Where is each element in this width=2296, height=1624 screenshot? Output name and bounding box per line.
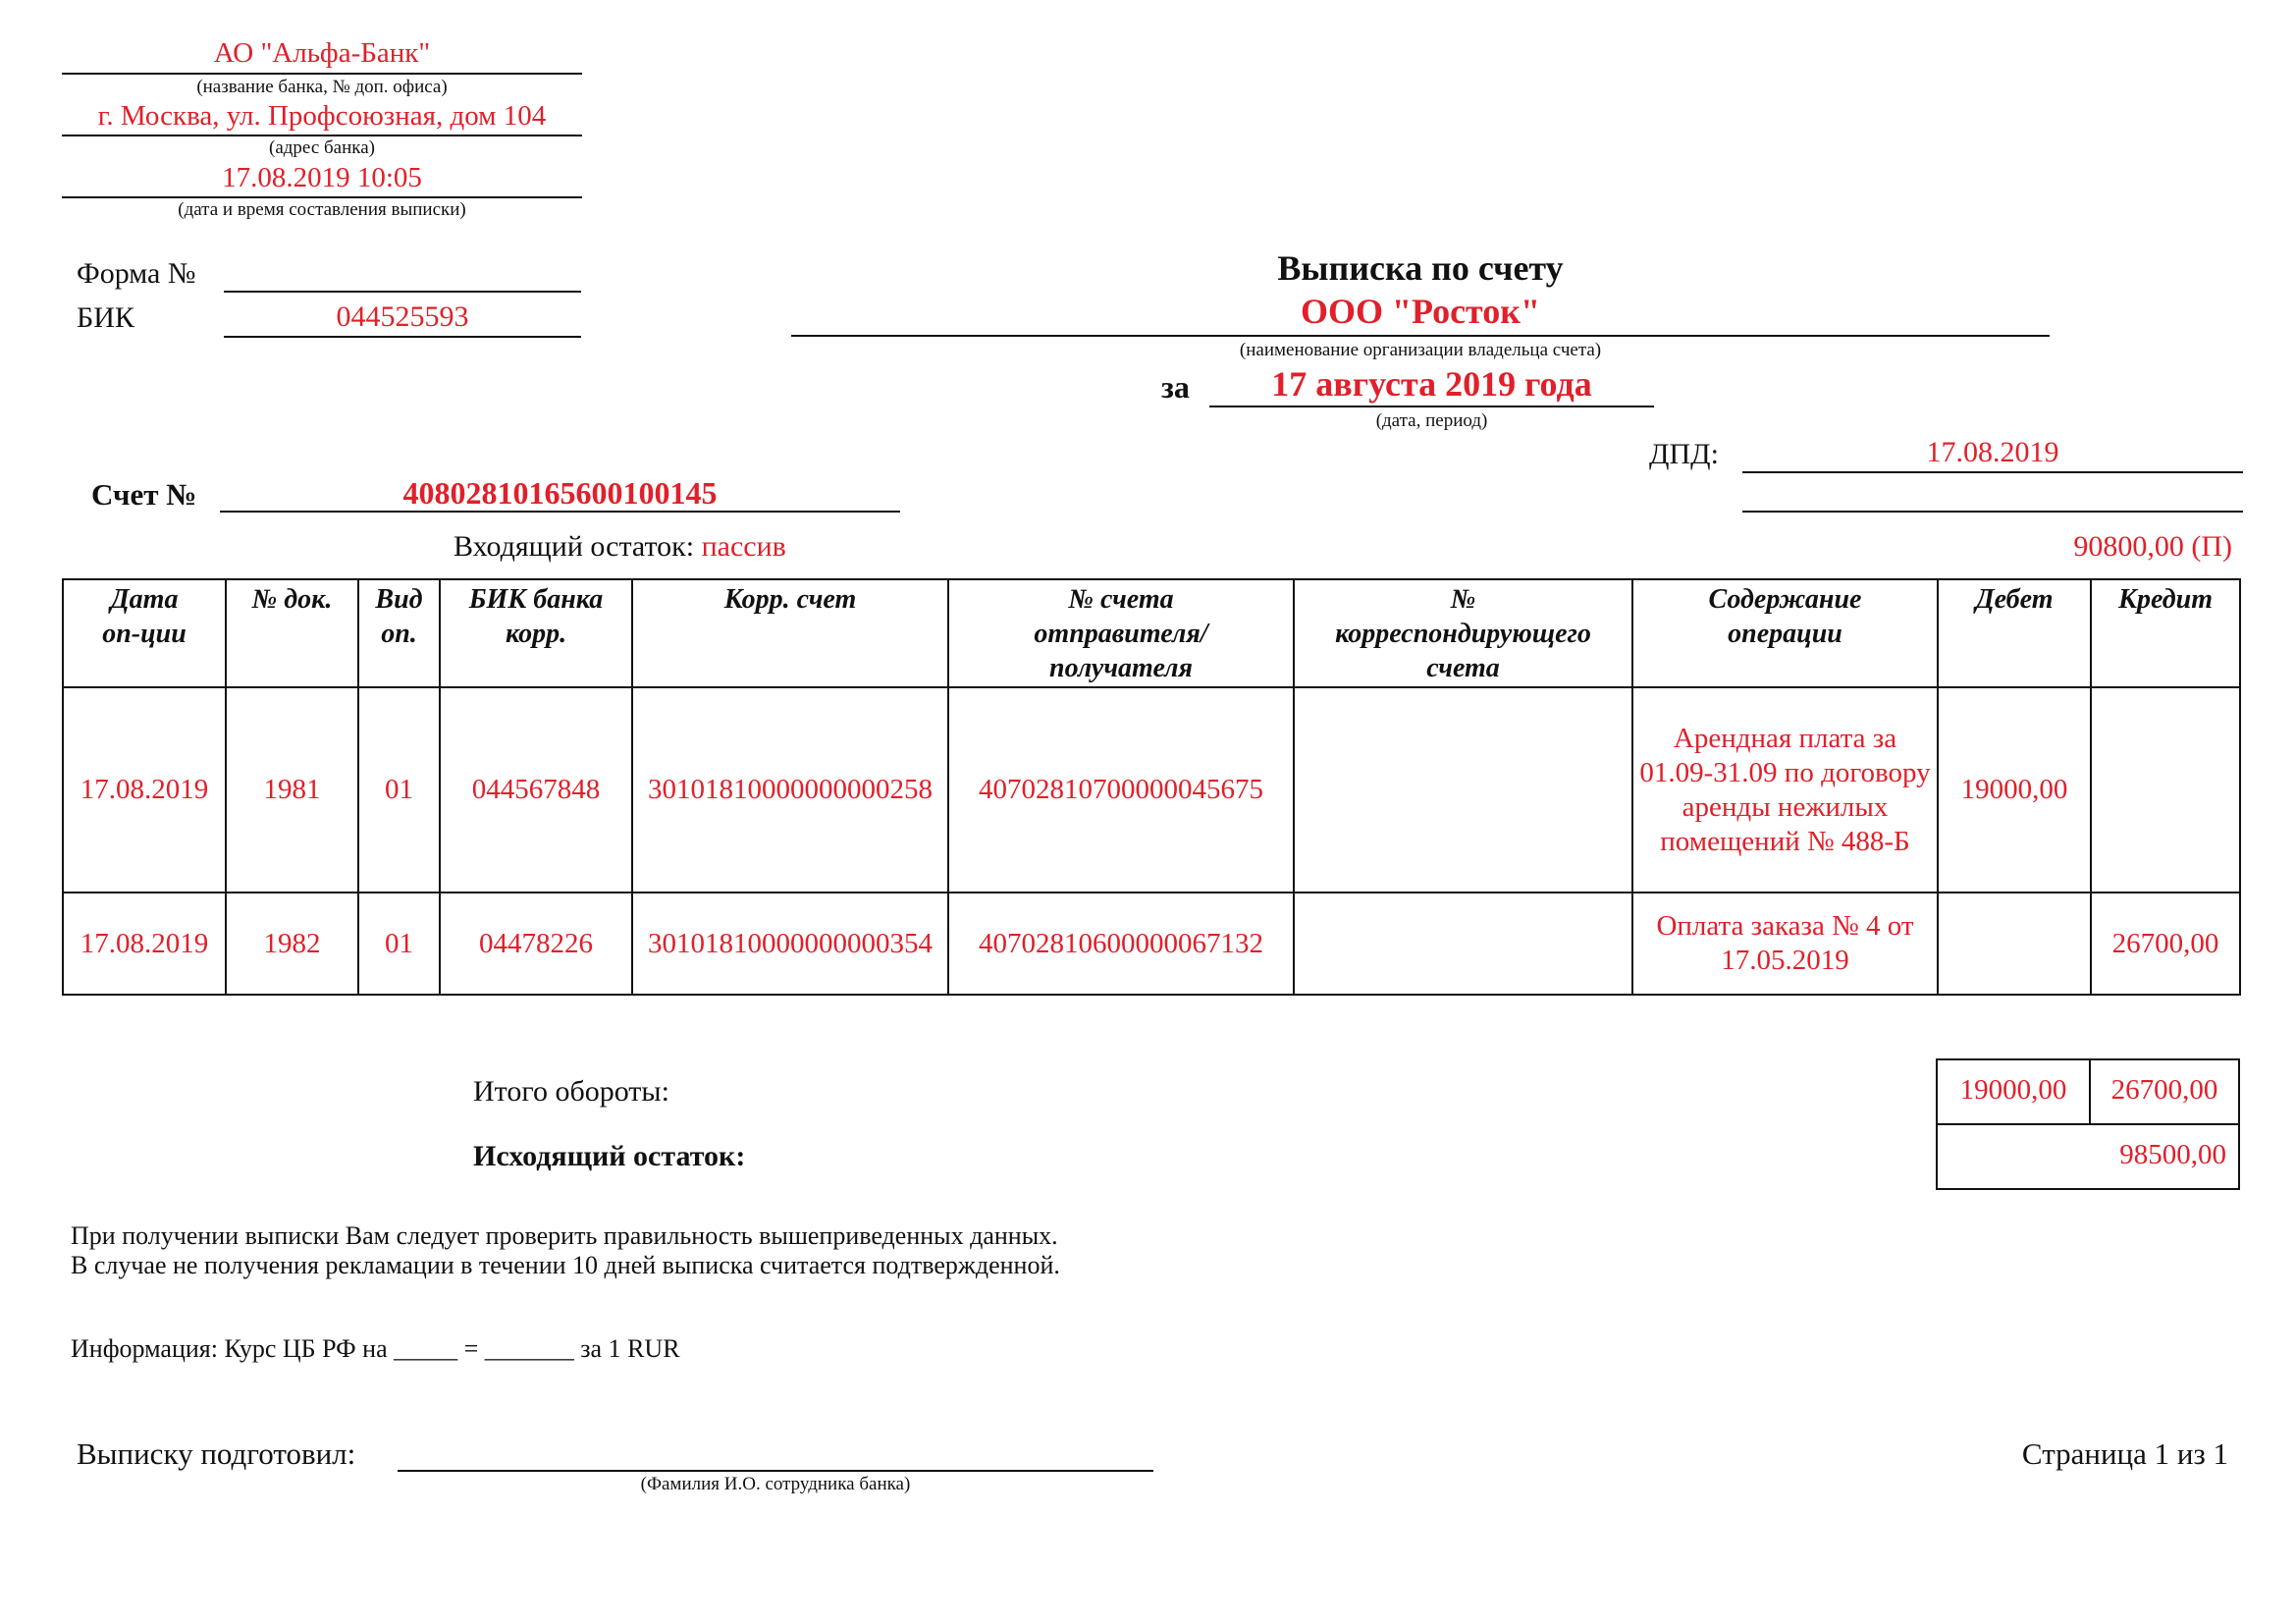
table-header-row <box>63 579 2240 687</box>
opening-balance-amount: 90800,00 (П) <box>2073 530 2232 563</box>
table-row <box>63 687 2240 893</box>
statement-title: Выписка по счету <box>1277 248 1564 288</box>
cell-sender-account: 40702810600000067132 <box>948 893 1294 995</box>
cell-credit <box>2091 687 2240 893</box>
notice-line-2: В случае не получения рекламации в течении 10 дней выписка считается подтвержденной. <box>71 1251 1060 1279</box>
cell-doc-number: 1982 <box>226 893 358 995</box>
operations-table <box>62 578 2241 996</box>
cell-description: Арендная плата за 01.09-31.09 по договору аренды нежилых помещений № 488-Б <box>1632 687 1938 893</box>
account-number: 40802810165600100145 <box>402 475 718 511</box>
turnover-label: Итого обороты: <box>473 1075 669 1108</box>
account-underline <box>220 511 900 513</box>
cell-date: 17.08.2019 <box>63 893 226 995</box>
total-credit: 26700,00 <box>2110 1074 2218 1106</box>
cell-corr-bik: 044567848 <box>440 687 632 893</box>
closing-balance-amount: 98500,00 <box>2119 1139 2226 1170</box>
closing-balance-label: Исходящий остаток: <box>473 1140 746 1172</box>
total-debit: 19000,00 <box>1959 1074 2067 1106</box>
cell-debit <box>1938 893 2091 995</box>
page-number: Страница 1 из 1 <box>2021 1436 2228 1471</box>
cell-debit: 19000,00 <box>1938 687 2091 893</box>
opening-balance <box>454 530 786 564</box>
divider <box>62 196 582 198</box>
cell-corresponding-account <box>1294 893 1632 995</box>
cell-doc-number: 1981 <box>226 687 358 893</box>
opening-balance-label: Входящий остаток: <box>454 530 695 563</box>
period-label: за <box>1161 369 1190 405</box>
cell-corresponding-account <box>1294 687 1632 893</box>
statement-period: 17 августа 2019 года <box>1271 364 1592 404</box>
bank-name-caption: (название банка, № доп. офиса) <box>196 77 448 97</box>
exchange-rate-info: Информация: Курс ЦБ РФ на _____ = _______ за 1 RUR <box>71 1334 680 1363</box>
period-caption: (дата, период) <box>1375 410 1488 431</box>
totals-box <box>1936 1058 2240 1190</box>
bik-underline <box>224 336 581 338</box>
form-number-underline <box>224 291 581 293</box>
cell-corr-account: 30101810000000000354 <box>632 893 948 995</box>
bik-value: 044525593 <box>336 300 469 333</box>
divider <box>62 73 582 75</box>
statement-datetime: 17.08.2019 10:05 <box>222 162 422 193</box>
dpd-value: 17.08.2019 <box>1926 436 2059 468</box>
cell-credit: 26700,00 <box>2091 893 2240 995</box>
bank-name: АО "Альфа-Банк" <box>213 37 431 69</box>
cell-op-type: 01 <box>358 893 440 995</box>
dpd-label: ДПД: <box>1649 438 1719 470</box>
dpd-underline <box>1742 471 2243 473</box>
bank-address: г. Москва, ул. Профсоюзная, дом 104 <box>97 100 547 132</box>
owner-underline <box>791 335 2050 337</box>
period-underline <box>1209 406 1654 407</box>
col-header-doc-number: № док. <box>226 579 358 687</box>
account-label: Счет № <box>91 477 197 512</box>
prepared-by-underline <box>398 1470 1153 1472</box>
col-header-credit: Кредит <box>2091 579 2240 687</box>
owner-caption: (наименование организации владельца счета) <box>1239 340 1602 360</box>
table-row <box>63 893 2240 995</box>
col-header-corr-account: Корр. счет <box>632 579 948 687</box>
prepared-by-label: Выписку подготовил: <box>77 1436 356 1471</box>
cell-corr-account: 30101810000000000258 <box>632 687 948 893</box>
cell-sender-account: 40702810700000045675 <box>948 687 1294 893</box>
form-number-label: Форма № <box>77 257 196 290</box>
cell-corr-bik: 04478226 <box>440 893 632 995</box>
totals-divider-horizontal <box>1938 1123 2238 1125</box>
bank-address-caption: (адрес банка) <box>269 137 375 158</box>
col-header-date: Дата оп-ции <box>63 579 226 687</box>
statement-datetime-caption: (дата и время составления выписки) <box>178 199 466 220</box>
cell-description: Оплата заказа № 4 от 17.05.2019 <box>1632 893 1938 995</box>
col-header-sender-account: № счета отправителя/ получателя <box>948 579 1294 687</box>
prepared-by-caption: (Фамилия И.О. сотрудника банка) <box>640 1474 911 1494</box>
col-header-debit: Дебет <box>1938 579 2091 687</box>
owner-organization: ООО "Росток" <box>1300 292 1540 331</box>
col-header-op-type: Вид оп. <box>358 579 440 687</box>
col-header-description: Содержание операции <box>1632 579 1938 687</box>
bik-label: БИК <box>77 301 134 334</box>
col-header-corresponding-account: № корреспондирующего счета <box>1294 579 1632 687</box>
opening-balance-type: пассив <box>701 530 786 563</box>
col-header-corr-bik: БИК банка корр. <box>440 579 632 687</box>
dpd-underline-2 <box>1742 511 2243 513</box>
notice-line-1: При получении выписки Вам следует проверить правильность вышеприведенных данных. <box>71 1221 1058 1250</box>
divider <box>62 135 582 136</box>
cell-date: 17.08.2019 <box>63 687 226 893</box>
cell-op-type: 01 <box>358 687 440 893</box>
